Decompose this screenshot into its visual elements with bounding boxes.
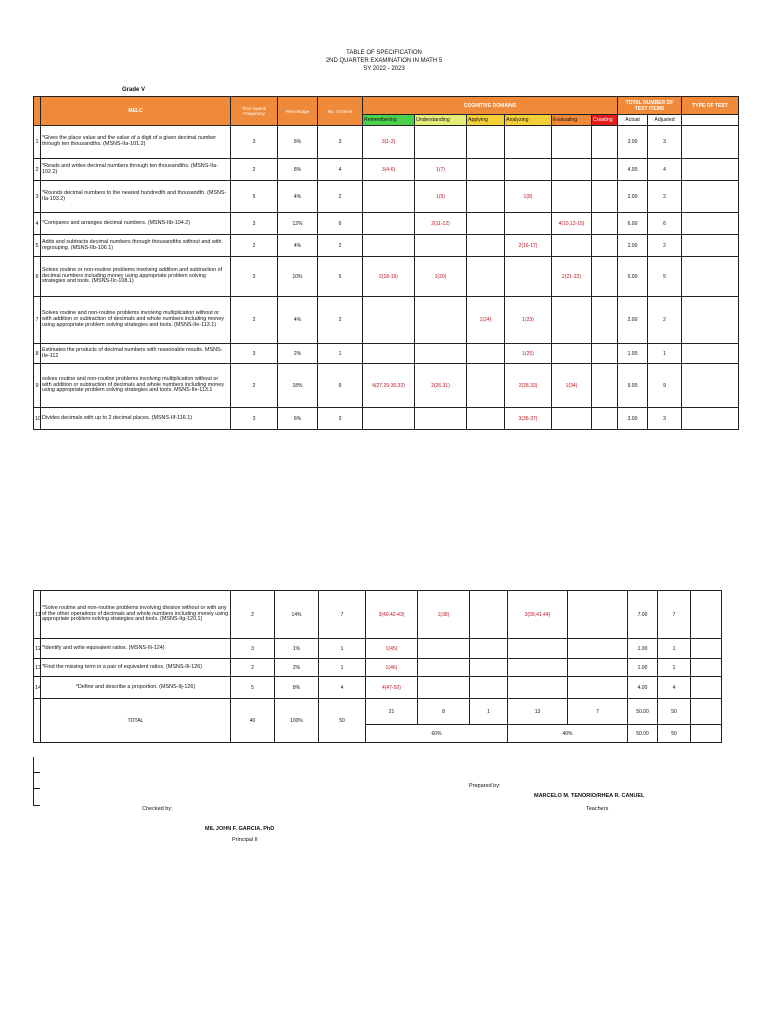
analyzing xyxy=(508,677,568,699)
no-of-items: 5 xyxy=(318,257,363,297)
total-analyzing: 13 xyxy=(508,699,568,725)
evaluating xyxy=(552,408,592,430)
understanding xyxy=(418,677,470,699)
actual: 2.00 xyxy=(618,235,648,257)
remembering: 3(40,42-43) xyxy=(366,591,418,639)
total-items-header: TOTAL NUMBER OF TEST ITEMS xyxy=(618,97,682,115)
percentage: 4% xyxy=(278,297,318,344)
adjusted-header: Adjusted xyxy=(648,115,682,126)
understanding: 1(9) xyxy=(415,181,467,213)
time-spent: 5 xyxy=(231,181,278,213)
applying xyxy=(467,257,505,297)
remembering xyxy=(363,213,415,235)
time-spent: 3 xyxy=(231,639,275,659)
analyzing: 1(23) xyxy=(505,297,552,344)
table-row xyxy=(34,591,722,639)
type-of-test xyxy=(682,181,739,213)
analyzing xyxy=(505,159,552,181)
school-year: SY 2022 - 2023 xyxy=(363,66,405,72)
time-spent: 3 xyxy=(231,408,278,430)
total-label: TOTAL xyxy=(41,699,231,743)
remembering xyxy=(363,408,415,430)
no-of-items: 1 xyxy=(318,344,363,364)
analyzing xyxy=(508,659,568,677)
remembering: 1(46) xyxy=(366,659,418,677)
adjusted: 7 xyxy=(658,591,691,639)
evaluating xyxy=(568,659,628,677)
adjusted: 6 xyxy=(648,213,682,235)
analyzing: 2(16-17) xyxy=(505,235,552,257)
evaluating xyxy=(552,344,592,364)
row-index: 11 xyxy=(34,591,41,639)
melc-text: *Identify and write equivalent ratios. (MSNS-IIi-124) xyxy=(41,639,231,659)
analyzing xyxy=(505,257,552,297)
analyzing: 3(35-37) xyxy=(505,408,552,430)
remembering-header: Remembering xyxy=(363,115,415,126)
percentage: 12% xyxy=(278,213,318,235)
row-index: 9 xyxy=(34,364,41,408)
actual: 4.00 xyxy=(618,159,648,181)
row-index: 1 xyxy=(34,126,41,159)
understanding xyxy=(415,344,467,364)
row-index: 4 xyxy=(34,213,41,235)
applying xyxy=(470,639,508,659)
tos-table-part1 xyxy=(33,96,739,430)
remembering xyxy=(363,235,415,257)
actual: 7.00 xyxy=(628,591,658,639)
percentage-header: Percentage xyxy=(278,97,318,126)
total-time: 40 xyxy=(231,699,275,743)
adjusted: 4 xyxy=(658,677,691,699)
margin-tick xyxy=(33,772,40,773)
type-of-test xyxy=(682,364,739,408)
table-row xyxy=(34,344,739,364)
time-spent: 2 xyxy=(231,659,275,677)
table-row xyxy=(34,364,739,408)
melc-text: *Rounds decimal numbers to the nearest hundredth and thousandth. (MSNS-IIa-103.2) xyxy=(41,181,231,213)
evaluating xyxy=(552,159,592,181)
total-actual-summary: 50.00 xyxy=(628,725,658,743)
applying xyxy=(467,344,505,364)
type-of-test xyxy=(682,126,739,159)
understanding: 1(38) xyxy=(418,591,470,639)
evaluating xyxy=(552,297,592,344)
evaluating-header: Evaluating xyxy=(552,115,592,126)
evaluating xyxy=(552,126,592,159)
margin-line xyxy=(33,757,34,805)
remembering: 1(45) xyxy=(366,639,418,659)
percentage: 10% xyxy=(278,257,318,297)
no-of-items: 2 xyxy=(318,181,363,213)
adjusted: 3 xyxy=(648,126,682,159)
actual: 1.00 xyxy=(628,659,658,677)
time-spent: 3 xyxy=(231,126,278,159)
table-row xyxy=(34,235,739,257)
total-adjusted: 50 xyxy=(658,699,691,725)
analyzing: 2(28,33) xyxy=(505,364,552,408)
total-percentage: 100% xyxy=(275,699,319,743)
percentage: 2% xyxy=(275,659,319,677)
adjusted: 2 xyxy=(648,297,682,344)
no-of-items: 7 xyxy=(319,591,366,639)
teachers-role: Teachers xyxy=(586,806,609,812)
type-of-test xyxy=(682,159,739,181)
row-index: 14 xyxy=(34,677,41,699)
melc-text: *Compares and arranges decimal numbers. (MSNS-IIb-104.2) xyxy=(41,213,231,235)
actual: 1.00 xyxy=(618,344,648,364)
evaluating xyxy=(568,639,628,659)
table-row xyxy=(34,126,739,159)
understanding xyxy=(415,126,467,159)
no-of-items: 2 xyxy=(318,235,363,257)
time-spent-header: Time Spent/ Frequency xyxy=(231,97,278,126)
no-of-items: 1 xyxy=(319,639,366,659)
percentage: 4% xyxy=(278,181,318,213)
creating xyxy=(592,297,618,344)
adjusted: 1 xyxy=(658,659,691,677)
actual-header: Actual xyxy=(618,115,648,126)
understanding xyxy=(415,408,467,430)
melc-text: *Gives the place value and the value of a digit of a given decimal number through ten thousandths. (MSNS-IIa-101.2) xyxy=(41,126,231,159)
applying xyxy=(467,181,505,213)
tos-table-part2 xyxy=(33,590,722,743)
applying xyxy=(467,213,505,235)
percentage: 1% xyxy=(275,639,319,659)
analyzing xyxy=(508,639,568,659)
understanding xyxy=(418,659,470,677)
understanding xyxy=(415,297,467,344)
adjusted: 2 xyxy=(648,235,682,257)
table-row xyxy=(34,677,722,699)
type-of-test xyxy=(691,659,722,677)
melc-text: Divides decimals with up to 2 decimal places. (MSNS-IIf-116.1) xyxy=(41,408,231,430)
row-index: 13 xyxy=(34,659,41,677)
creating xyxy=(592,235,618,257)
analyzing xyxy=(505,213,552,235)
table-row xyxy=(34,159,739,181)
time-spent: 3 xyxy=(231,344,278,364)
percentage: 6% xyxy=(278,408,318,430)
understanding: 2(11-12) xyxy=(415,213,467,235)
type-of-test-header: TYPE OF TEST xyxy=(682,97,739,115)
actual: 9.00 xyxy=(618,364,648,408)
applying: 1(24) xyxy=(467,297,505,344)
actual: 2.00 xyxy=(618,297,648,344)
evaluating: 2(21-22) xyxy=(552,257,592,297)
analyzing-header: Analyzing xyxy=(505,115,552,126)
table-row xyxy=(34,257,739,297)
total-adjusted-summary: 50 xyxy=(658,725,691,743)
type-of-test xyxy=(691,677,722,699)
type-of-test xyxy=(691,591,722,639)
melc-text: Adds and subtracts decimal numbers through thousandths without and with regrouping. (MSNS-IIb-106.1) xyxy=(41,235,231,257)
adjusted: 5 xyxy=(648,257,682,297)
melc-text: *Find the missing term in a pair of equivalent ratios. (MSNS-IIi-126) xyxy=(41,659,231,677)
row-index: 7 xyxy=(34,297,41,344)
total-items: 50 xyxy=(319,699,366,743)
actual: 6.00 xyxy=(618,213,648,235)
row-index: 6 xyxy=(34,257,41,297)
actual: 3.00 xyxy=(618,408,648,430)
remembering xyxy=(363,297,415,344)
type-of-test xyxy=(682,257,739,297)
creating xyxy=(592,181,618,213)
percentage: 8% xyxy=(275,677,319,699)
row-index: 12 xyxy=(34,639,41,659)
actual: 5.00 xyxy=(618,257,648,297)
evaluating: 1(34) xyxy=(552,364,592,408)
table-row xyxy=(34,181,739,213)
time-spent: 3 xyxy=(231,257,278,297)
no-of-items: 3 xyxy=(318,126,363,159)
principal-role: Principal II xyxy=(232,837,258,843)
adjusted: 1 xyxy=(648,344,682,364)
actual: 4.00 xyxy=(628,677,658,699)
melc-header: MELC xyxy=(41,97,231,126)
row-index: 10 xyxy=(34,408,41,430)
type-of-test xyxy=(682,408,739,430)
applying xyxy=(467,364,505,408)
tos-body-part1 xyxy=(34,126,739,430)
type-of-test xyxy=(682,235,739,257)
table-row xyxy=(34,297,739,344)
melc-text: *Reads and writes decimal numbers through ten thousandths. (MSNS-IIa-102.2) xyxy=(41,159,231,181)
table-row xyxy=(34,408,739,430)
evaluating xyxy=(568,677,628,699)
actual: 3.00 xyxy=(618,126,648,159)
percentage: 6% xyxy=(278,126,318,159)
melc-text: Solves routine and non-routine problems involving multiplication without or with addition or subtraction of decimals and whole numbers including money using appropriate problem solving strategies and tools. (MSNS-IIe-113.1) xyxy=(41,297,231,344)
creating xyxy=(592,408,618,430)
principal-name: MIL JOHN F. GARCIA, PhD xyxy=(205,826,275,832)
percentage: 8% xyxy=(278,159,318,181)
time-spent: 2 xyxy=(231,235,278,257)
row-index: 2 xyxy=(34,159,41,181)
applying-header: Applying xyxy=(467,115,505,126)
melc-text: *Define and describe a proportion. (MSNS-IIj-126) xyxy=(41,677,231,699)
analyzing xyxy=(505,126,552,159)
analyzing: 1(25) xyxy=(505,344,552,364)
applying xyxy=(467,408,505,430)
time-spent: 2 xyxy=(231,297,278,344)
tos-body-part2 xyxy=(34,591,722,699)
adjusted: 3 xyxy=(648,408,682,430)
evaluating xyxy=(568,591,628,639)
applying xyxy=(467,235,505,257)
margin-tick xyxy=(33,805,40,806)
total-understanding: 8 xyxy=(418,699,470,725)
adjusted: 4 xyxy=(648,159,682,181)
row-index: 8 xyxy=(34,344,41,364)
understanding-header: Understanding xyxy=(415,115,467,126)
type-of-test xyxy=(691,639,722,659)
teachers-names: MARCELO M. TENORIO/RHEA R. CANUEL xyxy=(534,793,645,799)
creating xyxy=(592,364,618,408)
cognitive-domains-header: COGNITIVE DOMAINS xyxy=(363,97,618,115)
creating xyxy=(592,126,618,159)
higher-order-percentage: 40% xyxy=(508,725,628,743)
prepared-by-label: Prepared by: xyxy=(469,783,501,789)
remembering: 4(47-50) xyxy=(366,677,418,699)
understanding: 1(7) xyxy=(415,159,467,181)
type-of-test xyxy=(682,297,739,344)
time-spent: 2 xyxy=(231,159,278,181)
evaluating xyxy=(552,181,592,213)
remembering xyxy=(363,344,415,364)
time-spent: 3 xyxy=(231,213,278,235)
applying xyxy=(470,591,508,639)
understanding: 1(20) xyxy=(415,257,467,297)
total-actual: 50.00 xyxy=(628,699,658,725)
no-of-items: 9 xyxy=(318,364,363,408)
remembering: 2(18-19) xyxy=(363,257,415,297)
index-header xyxy=(34,97,41,126)
applying xyxy=(470,677,508,699)
melc-text: Estimates the products of decimal numbers with reasonable results. MSNS-IIe-112 xyxy=(41,344,231,364)
percentage: 2% xyxy=(278,344,318,364)
table-row xyxy=(34,213,739,235)
type-of-test xyxy=(682,344,739,364)
creating xyxy=(592,344,618,364)
melc-text: *Solve routine and non-routine problems involving division without or with any of the other operations of decimals and whole numbers including money using appropriate problem-solving strategies and tools. (MSNS-IIg-120.1) xyxy=(41,591,231,639)
adjusted: 9 xyxy=(648,364,682,408)
remembering: 3(1-3) xyxy=(363,126,415,159)
analyzing: 1(8) xyxy=(505,181,552,213)
lower-order-percentage: 60% xyxy=(366,725,508,743)
actual: 1.00 xyxy=(628,639,658,659)
remembering: 4(27,29-30,32) xyxy=(363,364,415,408)
table-row xyxy=(34,659,722,677)
percentage: 18% xyxy=(278,364,318,408)
evaluating xyxy=(552,235,592,257)
adjusted: 2 xyxy=(648,181,682,213)
margin-tick xyxy=(33,788,40,789)
no-of-items: 1 xyxy=(319,659,366,677)
understanding xyxy=(418,639,470,659)
row-index: 3 xyxy=(34,181,41,213)
remembering: 3(4-6) xyxy=(363,159,415,181)
actual: 2.00 xyxy=(618,181,648,213)
creating xyxy=(592,257,618,297)
type-of-test-subheader xyxy=(682,115,739,126)
checked-by-label: Checked by: xyxy=(142,806,173,812)
creating xyxy=(592,213,618,235)
no-of-items: 2 xyxy=(318,297,363,344)
no-of-items: 6 xyxy=(318,213,363,235)
document-subtitle: 2ND QUARTER EXAMINATION IN MATH 5 xyxy=(325,58,443,64)
document-title: TABLE OF SPECIFICATION xyxy=(346,50,422,56)
no-of-items: 3 xyxy=(318,408,363,430)
creating-header: Creating xyxy=(592,115,618,126)
type-of-test xyxy=(682,213,739,235)
no-of-items: 4 xyxy=(318,159,363,181)
applying xyxy=(467,159,505,181)
time-spent: 5 xyxy=(231,677,275,699)
grade-label: Grade V xyxy=(122,87,146,93)
applying xyxy=(470,659,508,677)
adjusted: 1 xyxy=(658,639,691,659)
total-evaluating: 7 xyxy=(568,699,628,725)
percentage: 4% xyxy=(278,235,318,257)
analyzing: 3(39,41,44) xyxy=(508,591,568,639)
total-remembering: 21 xyxy=(366,699,418,725)
no-of-items: 4 xyxy=(319,677,366,699)
time-spent: 2 xyxy=(231,364,278,408)
applying xyxy=(467,126,505,159)
no-items-header: No. of Items xyxy=(318,97,363,126)
melc-text: solves routine and non-routine problems involving multiplication without or with addition or subtraction of decimals and whole numbers including money using appropriate problem solving strategies and tools. MSNS-IIe-113.1 xyxy=(41,364,231,408)
table-row xyxy=(34,639,722,659)
time-spent: 2 xyxy=(231,591,275,639)
understanding: 2(26,31) xyxy=(415,364,467,408)
row-index: 5 xyxy=(34,235,41,257)
evaluating: 4(10,13-15) xyxy=(552,213,592,235)
total-applying: 1 xyxy=(470,699,508,725)
creating xyxy=(592,159,618,181)
melc-text: Solves routine or non-routine problems involving addition and subtraction of decimal numbers including money using appropriate problem solving strategies and tools. (MSNS-IIc-108.1) xyxy=(41,257,231,297)
percentage: 14% xyxy=(275,591,319,639)
understanding xyxy=(415,235,467,257)
remembering xyxy=(363,181,415,213)
